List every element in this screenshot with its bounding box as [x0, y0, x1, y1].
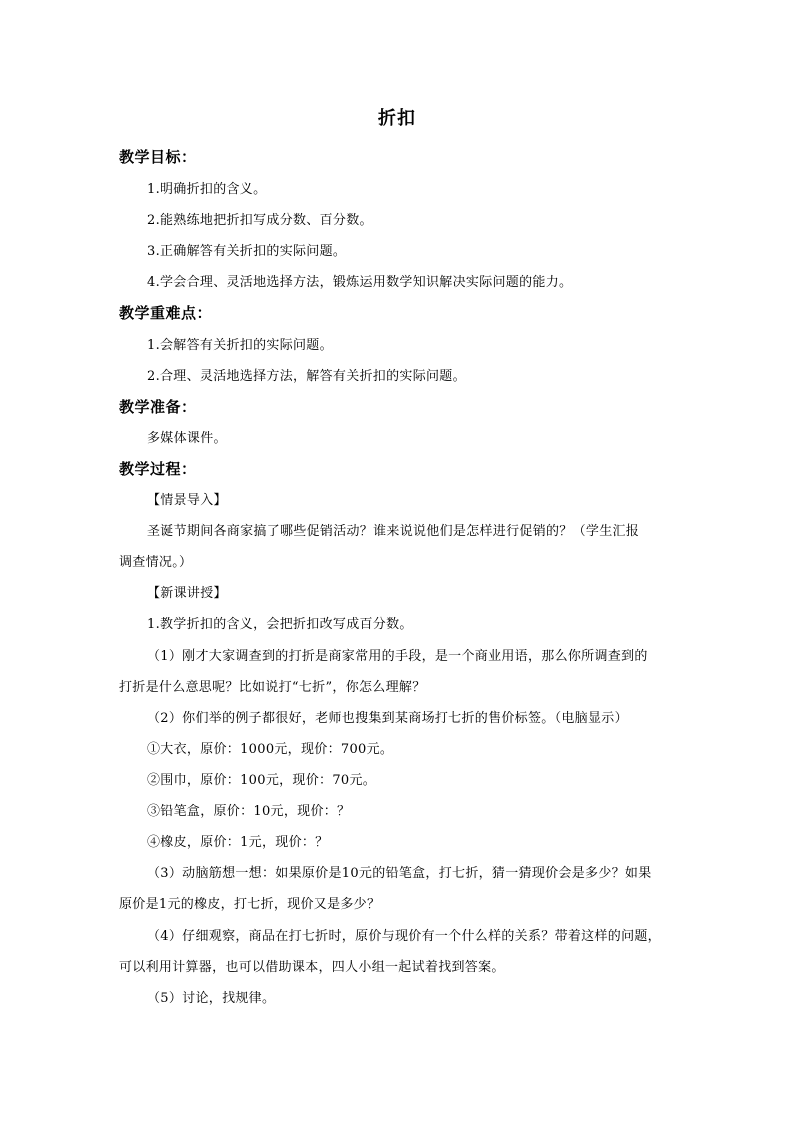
list-item: ④橡皮，原价：1元，现价：？ [147, 835, 329, 850]
paragraph-line: 打折是什么意思呢？比如说打“七折”，你怎么理解？ [119, 680, 426, 695]
section-label-new-lesson: 【新课讲授】 [147, 586, 227, 601]
preparation-text: 多媒体课件。 [147, 431, 227, 446]
list-item: ②围巾，原价：100元，现价：70元。 [147, 773, 377, 788]
goal-item-4: 4.学会合理、灵活地选择方法，锻炼运用数学知识解决实际问题的能力。 [147, 275, 573, 290]
section-label-scene-intro: 【情景导入】 [147, 493, 227, 508]
goal-item-1: 1.明确折扣的含义。 [147, 182, 267, 197]
paragraph-line: 原价是1元的橡皮，打七折，现价又是多少？ [119, 897, 381, 912]
key-point-item-1: 1.会解答有关折扣的实际问题。 [147, 338, 333, 353]
paragraph-line: （2）你们举的例子都很好，老师也搜集到某商场打七折的售价标签。（电脑显示） [147, 711, 628, 726]
process-heading: 教学过程： [119, 460, 197, 478]
list-item: ③铅笔盒，原价：10元，现价：？ [147, 804, 351, 819]
goal-item-2: 2.能熟练地把折扣写成分数、百分数。 [147, 213, 373, 228]
paragraph-line: 可以利用计算器，也可以借助课本，四人小组一起试着找到答案。 [119, 960, 505, 975]
list-item: ①大衣，原价：1000元，现价：700元。 [147, 742, 394, 757]
paragraph-line: 调查情况。） [119, 555, 193, 570]
document-title: 折扣 [378, 108, 416, 129]
preparation-heading: 教学准备： [119, 398, 197, 416]
paragraph-line: （5）讨论，找规律。 [147, 991, 276, 1006]
goals-heading: 教学目标： [119, 148, 197, 166]
goal-item-3: 3.正确解答有关折扣的实际问题。 [147, 244, 347, 259]
key-points-heading: 教学重难点： [119, 304, 213, 322]
paragraph-line: （1）刚才大家调查到的打折是商家常用的手段，是一个商业用语，那么你所调查到的 [147, 649, 648, 664]
paragraph-line: 1.教学折扣的含义，会把折扣改写成百分数。 [147, 617, 413, 632]
key-point-item-2: 2.合理、灵活地选择方法，解答有关折扣的实际问题。 [147, 369, 466, 384]
paragraph-line: 圣诞节期间各商家搞了哪些促销活动？谁来说说他们是怎样进行促销的？（学生汇报 [147, 524, 640, 539]
paragraph-line: （4）仔细观察，商品在打七折时，原价与现价有一个什么样的关系？带着这样的问题， [147, 929, 661, 944]
paragraph-line: （3）动脑筋想一想：如果原价是10元的铅笔盒，打七折，猜一猜现价会是多少？如果 [147, 866, 652, 881]
